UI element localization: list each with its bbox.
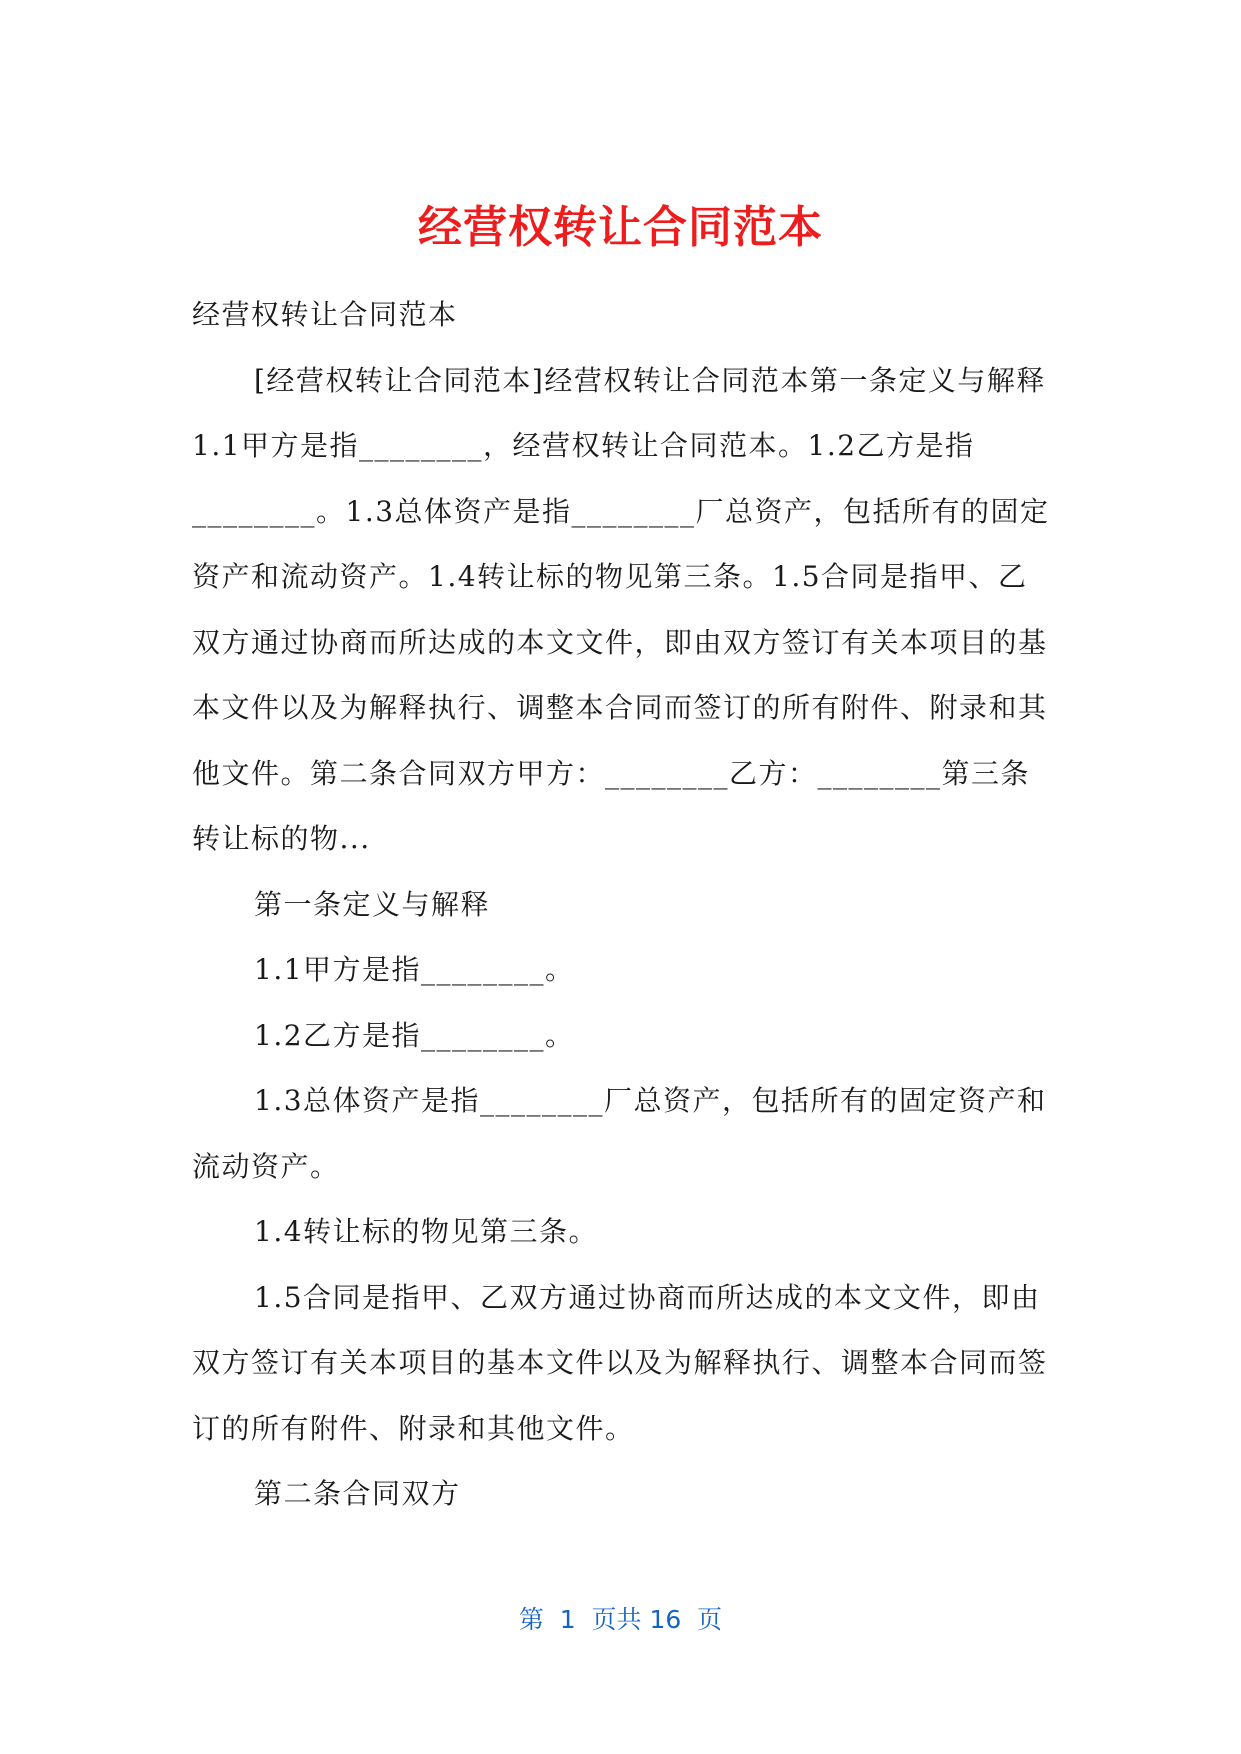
clause-1-2: 1.2乙方是指________。 [254,1018,575,1052]
clause-1-4: 1.4转让标的物见第三条。 [254,1215,599,1248]
clause-1-5: 1.5合同是指甲、乙双方通过协商而所达成的本文文件，即由双方签订有关本项目的基本文件以及为解释执行、调整本合同而签订的所有附件、附录和其他文件。 [192,1280,1048,1445]
paragraph-summary: [经营权转让合同范本]经营权转让合同范本第一条定义与解释1.1甲方是指________，经营权转让合同范本。1.2乙方是指________。1.3总体资产是指________厂总资产，包括所有的固定资产和流动资产。1.4转让标的物见第三条。1.5合同是指甲、乙双方通过协商而所达成的本文文件，即由双方签订有关本项目的基本文件以及为解释执行、调整本合同而签订的所有附件、附录和其他文件。第二条合同双方甲方：________乙方：________第三条转让标的物... [192,363,1050,855]
clause-1-3: 1.3总体资产是指________厂总资产，包括所有的固定资产和流动资产。 [192,1084,1047,1183]
paragraph-heading: 经营权转让合同范本 [192,298,458,331]
document-title: 经营权转让合同范本 [418,202,823,253]
article-2-heading: 第二条合同双方 [254,1477,461,1510]
article-1-heading: 第一条定义与解释 [254,887,491,921]
clause-1-1: 1.1甲方是指________。 [254,953,575,986]
document-body [192,282,1052,1527]
page-number: 第 1 页共 16 页 [518,1605,723,1634]
